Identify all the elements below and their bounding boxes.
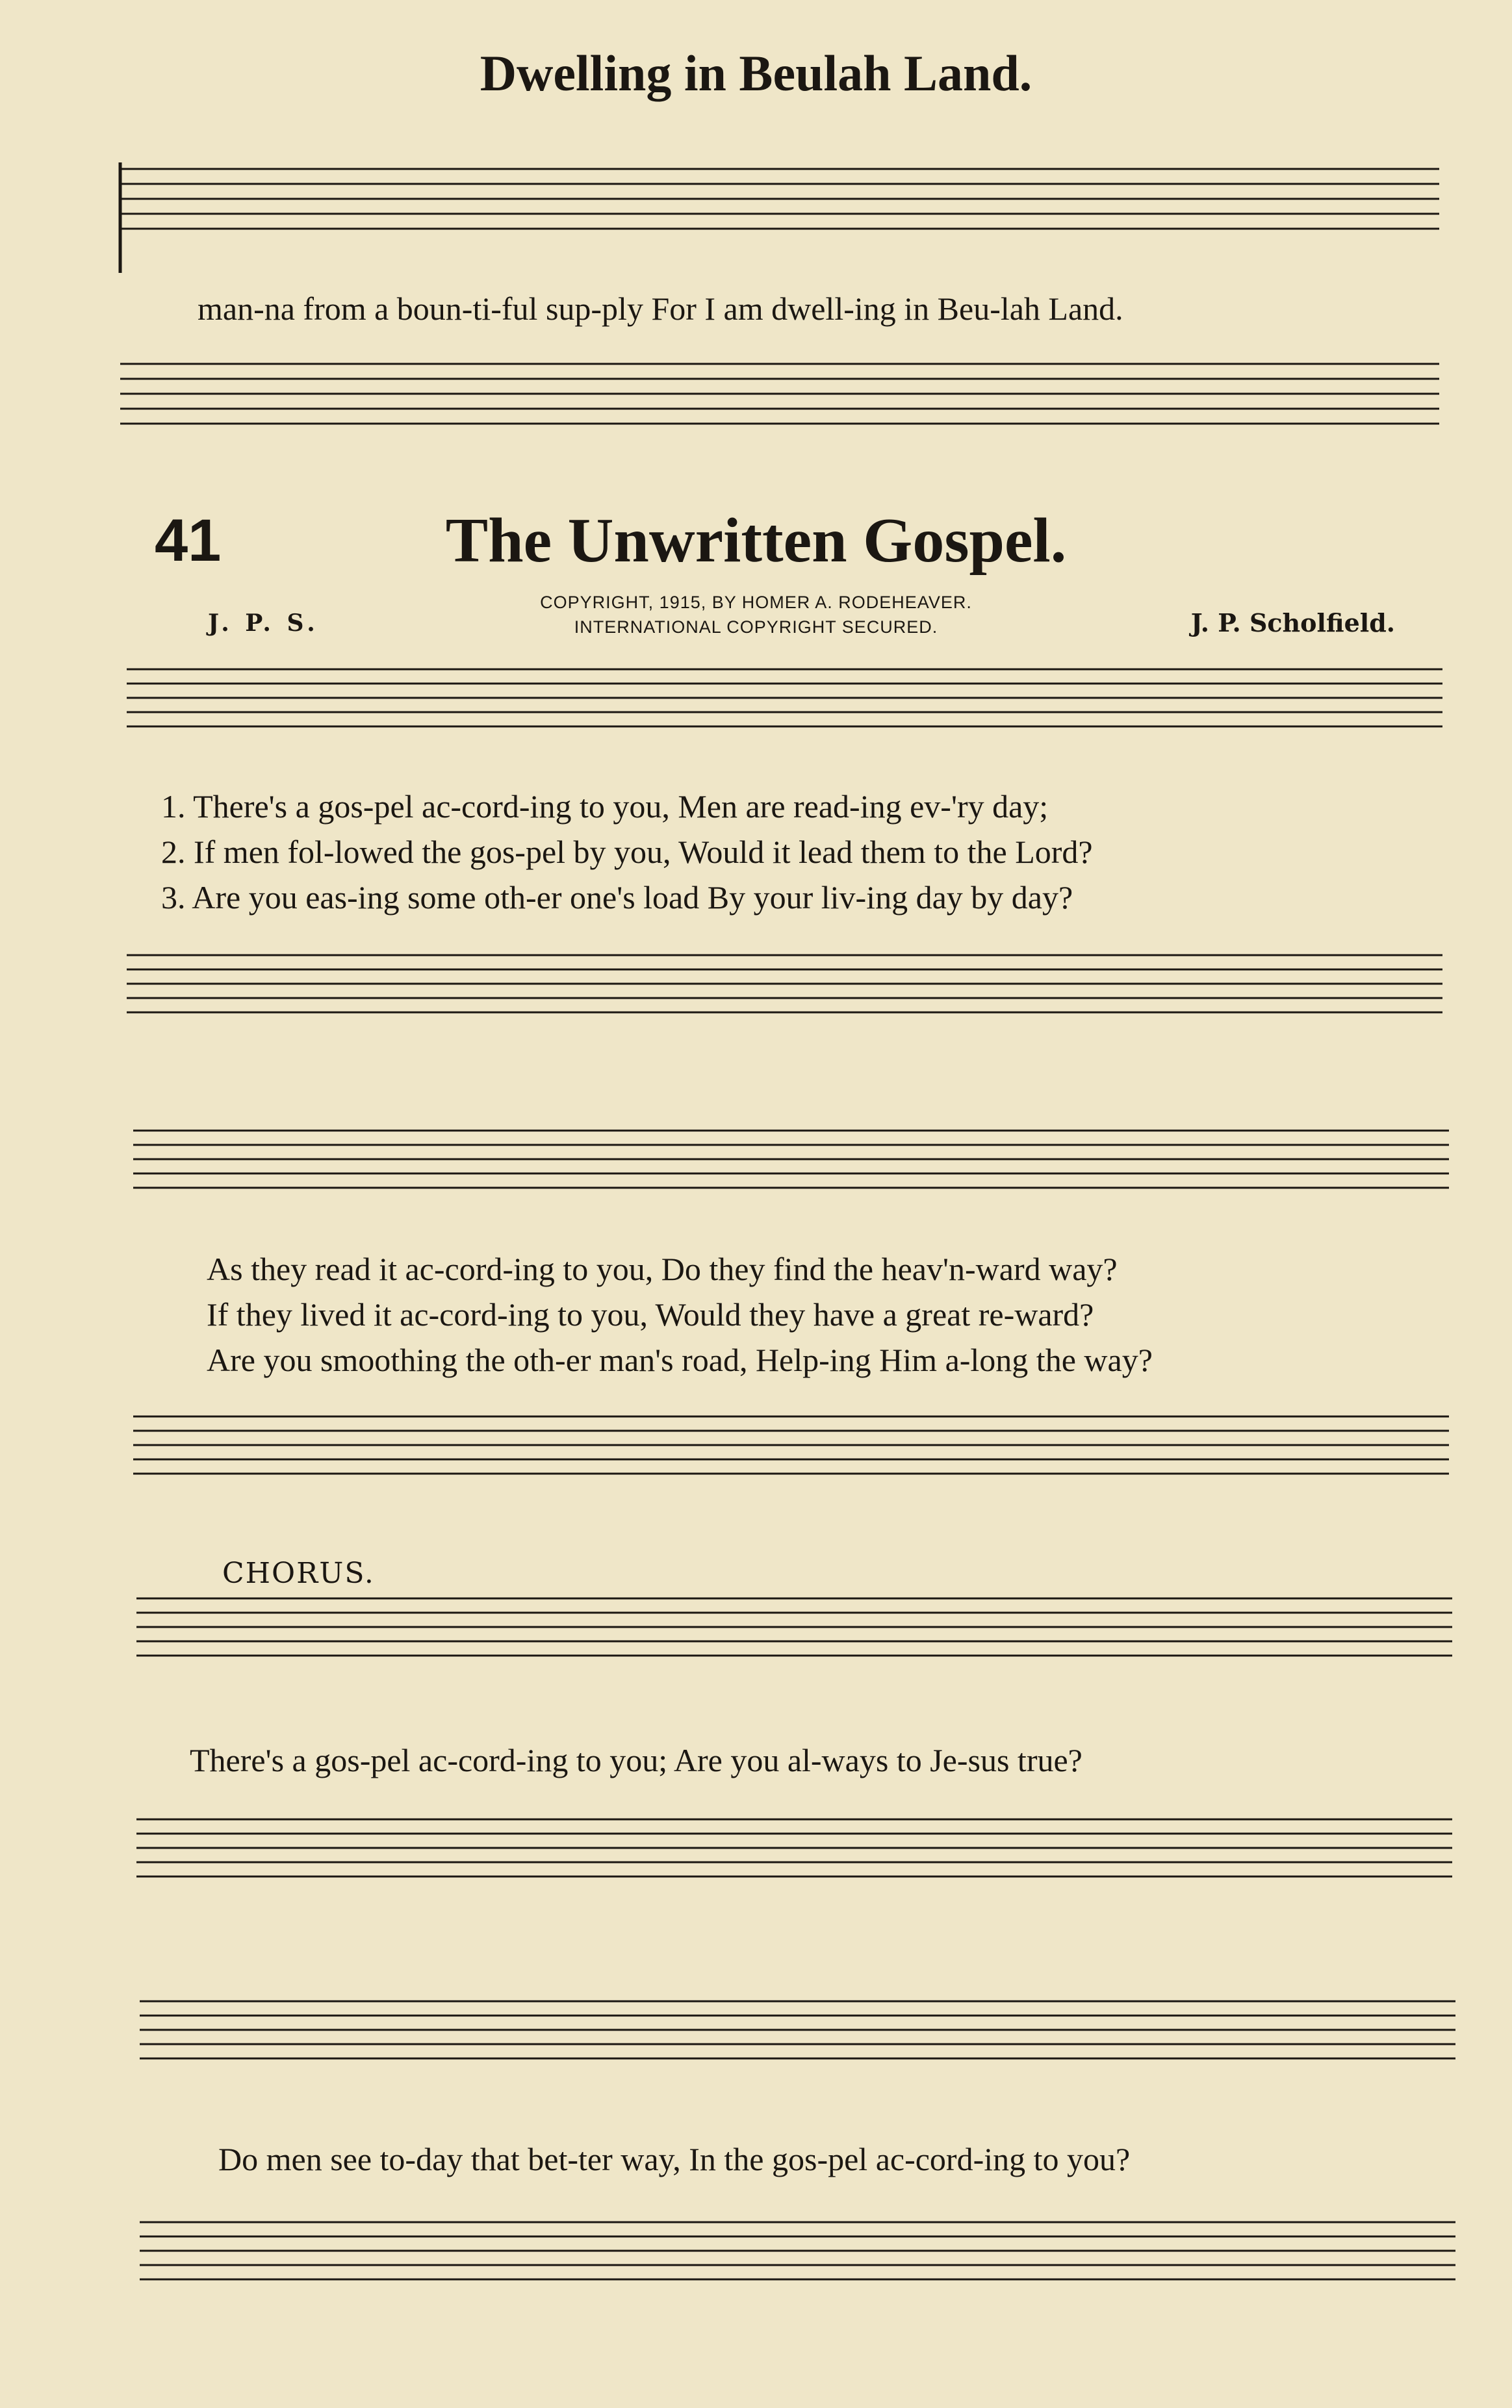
- bass-staff-previous: [0, 338, 1512, 455]
- chorus-label: CHORUS.: [222, 1557, 375, 1590]
- verse-2-line-b: If they lived it ac-cord-ing to you, Would they have a great re-ward?: [207, 1296, 1094, 1333]
- bass-staff-system-2: [0, 1390, 1512, 1507]
- verse-3-line-a: 3. Are you eas-ing some oth-er one's load By your liv-ing day by day?: [161, 879, 1073, 916]
- bass-staff-system-4: [0, 2196, 1512, 2313]
- treble-staff-system-2: [0, 1118, 1512, 1248]
- chorus-line-1: There's a gos-pel ac-cord-ing to you; Are you al-ways to Je-sus true?: [190, 1742, 1083, 1778]
- lyricist-credit: J. P. S.: [208, 609, 319, 637]
- bass-staff-system-1: [0, 929, 1512, 1046]
- bass-staff-system-3: [0, 1793, 1512, 1910]
- treble-staff-system-4: [0, 1988, 1512, 2118]
- previous-song-lyric: man-na from a boun-ti-ful sup-ply For I am dwell-ing in Beu-lah Land.: [198, 290, 1123, 327]
- chorus-line-2: Do men see to-day that bet-ter way, In the gos-pel ac-cord-ing to you?: [218, 2141, 1131, 2177]
- treble-staff-system-3: [0, 1585, 1512, 1715]
- copyright-line-2: INTERNATIONAL COPYRIGHT SECURED.: [574, 617, 938, 637]
- verse-1-line-b: As they read it ac-cord-ing to you, Do they find the heav'n-ward way?: [207, 1251, 1118, 1287]
- copyright-line-1: COPYRIGHT, 1915, BY HOMER A. RODEHEAVER.: [540, 593, 972, 612]
- song-number: 41: [155, 507, 222, 574]
- treble-staff-system-1: [0, 656, 1512, 786]
- verse-1-line-a: 1. There's a gos-pel ac-cord-ing to you, Men are read-ing ev-'ry day;: [161, 788, 1049, 825]
- song-title: The Unwritten Gospel.: [445, 506, 1067, 576]
- verse-2-line-a: 2. If men fol-lowed the gos-pel by you, Would it lead them to the Lord?: [161, 834, 1093, 870]
- composer-credit: J. P. Scholfield.: [1190, 608, 1395, 637]
- treble-staff-previous: [0, 143, 1512, 299]
- previous-song-title: Dwelling in Beulah Land.: [480, 45, 1032, 101]
- verse-3-line-b: Are you smoothing the oth-er man's road, Help-ing Him a-long the way?: [207, 1342, 1153, 1378]
